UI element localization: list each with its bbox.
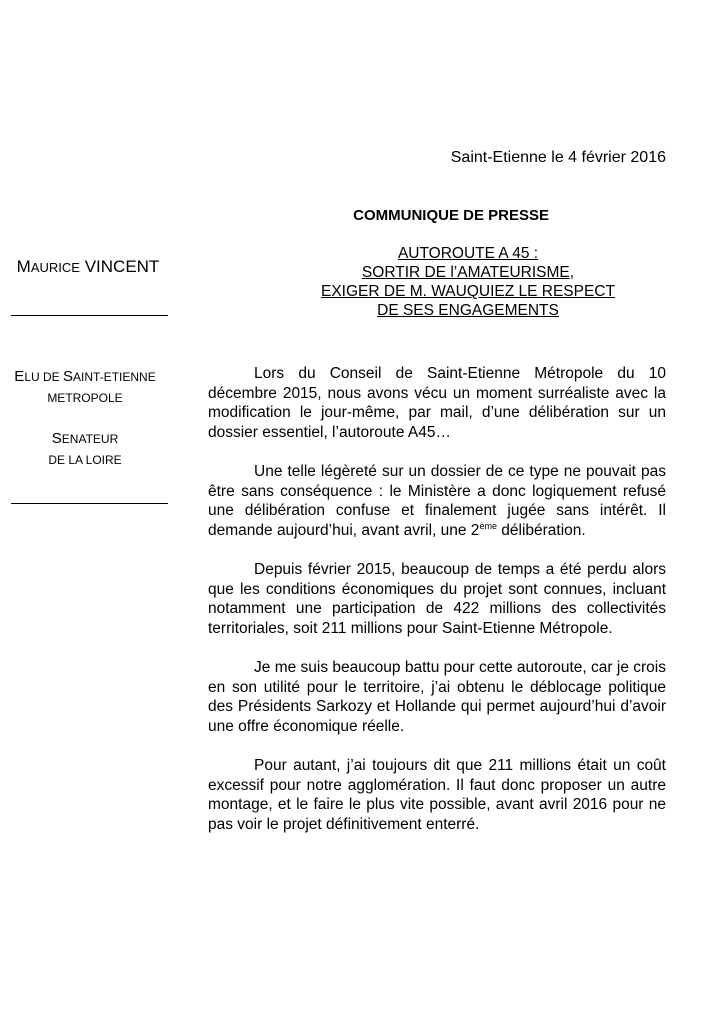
paragraph-4: Je me suis beaucoup battu pour cette autoroute, car je crois en son utilité pour le territoire, j’ai obtenu le déblocage politique des Présidents Sarkozy et Hollande qui permet aujourd’hui d’avoir une offre économique réelle. — [208, 659, 666, 735]
role1-cap-c: S — [63, 368, 74, 385]
superscript-eme: ème — [479, 520, 497, 531]
divider-bottom — [11, 503, 168, 504]
divider-top — [11, 315, 168, 316]
author-last-name: VINCENT — [84, 257, 160, 276]
role-senateur-line2: DE LA LOIRE — [48, 453, 122, 467]
date-line: Saint-Etienne le 4 février 2016 — [450, 149, 666, 166]
role1-cap-a: E — [14, 368, 25, 385]
author-name — [0, 256, 176, 279]
role2-part-b: ENATEUR — [61, 432, 119, 446]
press-release-subtitle — [208, 244, 666, 320]
role1-part-b: LU DE — [24, 370, 63, 384]
subtitle-line: DE SES ENGAGEMENTS — [377, 302, 559, 319]
paragraph-2-main: Une telle légèreté sur un dossier de ce type ne pouvait pas être sans conséquence : le Ministère a donc logiquement refusé une délibération confuse et finalement jugée sans intérêt. Il demande aujourd’hui, avant avril, une 2 — [208, 463, 666, 539]
subtitle-line: EXIGER DE M. WAUQUIEZ LE RESPECT — [321, 283, 615, 300]
subtitle-line: SORTIR DE l’AMATEURISME, — [361, 264, 575, 281]
paragraph-2 — [208, 462, 666, 540]
role2-cap-a: S — [51, 430, 62, 447]
role-elu-line2: METROPOLE — [47, 391, 123, 405]
author-roles — [0, 366, 176, 471]
paragraph-3: Depuis février 2015, beaucoup de temps a été perdu alors que les conditions économiques du projet sont connues, incluant notamment une participation de 422 millions des collectivités territoriales, soit 211 millions pour Saint-Etienne Métropole. — [208, 561, 666, 637]
author-first-rest: AURICE — [30, 260, 80, 275]
paragraph-2-end: délibération. — [496, 521, 586, 539]
role-elu — [0, 366, 176, 388]
subtitle-line: AUTOROUTE A 45 : — [397, 245, 539, 262]
role-senateur — [0, 428, 176, 450]
press-release-title — [208, 206, 666, 226]
body-text — [208, 364, 666, 854]
paragraph-5: Pour autant, j’ai toujours dit que 211 millions était un coût excessif pour notre agglomération. Il faut donc proposer un autre montage, et le faire le plus vite possible, avant avril 2016 pour ne pas voir le projet définitivement enterré. — [208, 757, 666, 833]
paragraph-1: Lors du Conseil de Saint-Etienne Métropole du 10 décembre 2015, nous avons vécu un moment surréaliste avec la modification le jour-même, par mail, d’une délibération sur un dossier essentiel, l’autoroute A45… — [208, 365, 666, 441]
press-release-title-text: COMMUNIQUE DE PRESSE — [353, 207, 549, 224]
author-initial: M — [16, 257, 31, 276]
role1-part-d: AINT-ETIENNE — [73, 370, 156, 384]
